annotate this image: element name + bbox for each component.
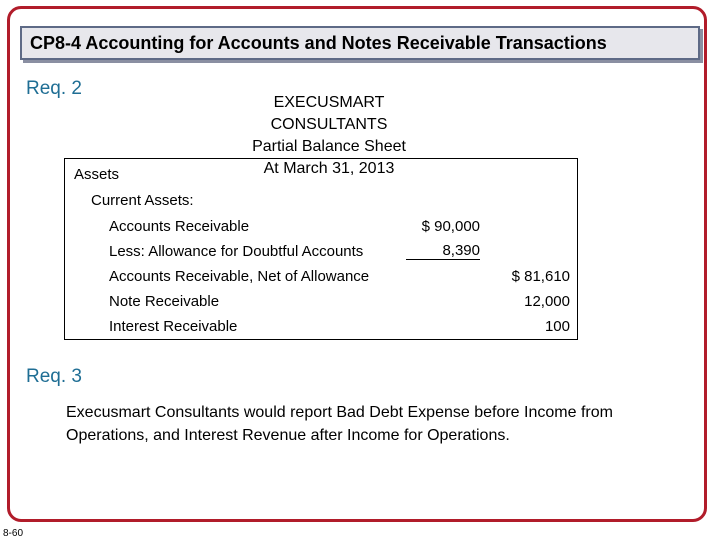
title-bar [20,26,700,60]
row-value-note-receivable: 12,000 [524,293,570,310]
req3-label: Req. 3 [26,366,82,387]
row-value-allowance: 8,390 [406,243,480,260]
row-label-note-receivable: Note Receivable [109,293,220,310]
row-value-accounts-receivable: $ 90,000 [421,218,480,235]
company-name-line1: EXECUSMART [273,94,385,111]
slide-title: CP8-4 Accounting for Accounts and Notes Receivable Transactions [30,33,607,53]
statement-name: Partial Balance Sheet [252,138,406,155]
statement-date: At March 31, 2013 [263,160,395,177]
row-label-interest-receivable: Interest Receivable [109,318,238,335]
row-label-allowance: Less: Allowance for Doubtful Accounts [109,243,364,260]
company-name-line2: CONSULTANTS [270,116,388,133]
row-label-accounts-receivable: Accounts Receivable [109,218,250,235]
slide-number: 8-60 [3,528,24,539]
subsection-current-assets: Current Assets: [91,192,194,209]
balance-sheet-header [229,92,429,180]
req2-label: Req. 2 [26,78,82,99]
row-value-interest-receivable: 100 [544,318,570,335]
req3-answer-text: Execusmart Consultants would report Bad Debt Expense before Income from Operations, and Interest Revenue after Income for Operations. [66,404,613,444]
row-value-net-receivable: $ 81,610 [511,268,570,285]
section-assets: Assets [74,166,120,183]
row-label-net-receivable: Accounts Receivable, Net of Allowance [109,268,370,285]
